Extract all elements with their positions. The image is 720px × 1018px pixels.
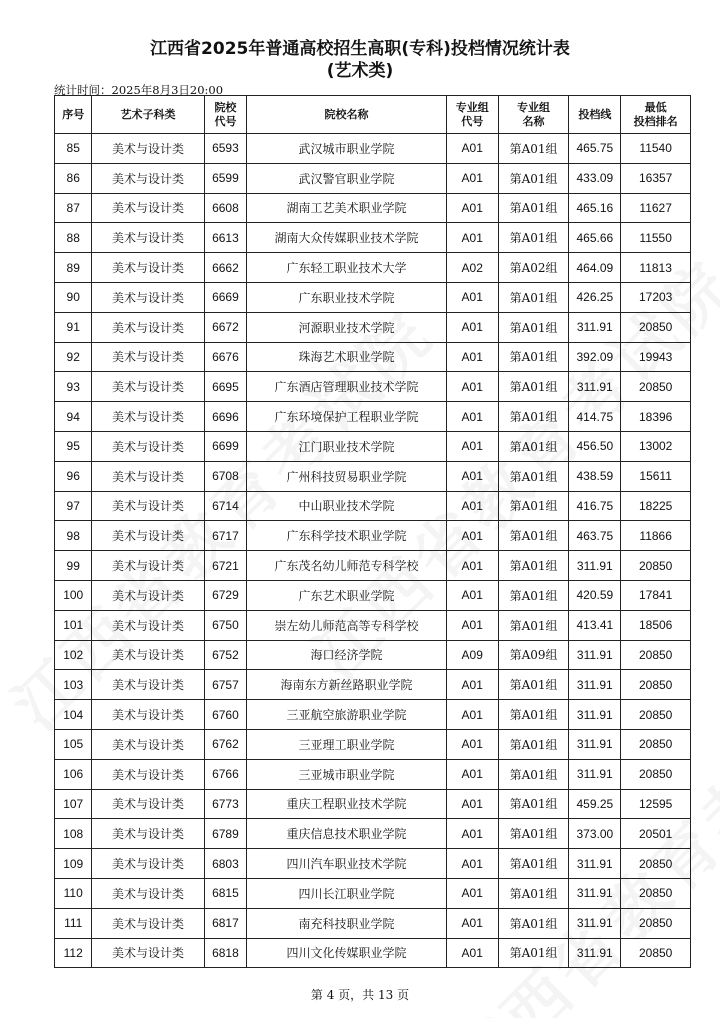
art-category: 美术与设计类: [92, 729, 204, 759]
school-name: 广东酒店管理职业技术学院: [247, 372, 447, 402]
group-name: 第A01组: [498, 849, 569, 879]
art-category: 美术与设计类: [92, 670, 204, 700]
cutoff-score: 311.91: [569, 312, 621, 342]
table-row: [55, 908, 691, 938]
group-code: A01: [446, 402, 498, 432]
column-header: 最低 投档排名: [621, 96, 691, 134]
group-code: A01: [446, 521, 498, 551]
art-category: 美术与设计类: [92, 878, 204, 908]
min-rank: 11540: [621, 134, 691, 164]
table-row: [55, 193, 691, 223]
table-row: [55, 282, 691, 312]
school-name: 广东轻工职业技术大学: [247, 253, 447, 283]
school-name: 海口经济学院: [247, 640, 447, 670]
group-name: 第A01组: [498, 610, 569, 640]
school-code: 6750: [204, 610, 247, 640]
group-name: 第A02组: [498, 253, 569, 283]
cutoff-score: 311.91: [569, 700, 621, 730]
art-category: 美术与设计类: [92, 372, 204, 402]
school-code: 6608: [204, 193, 247, 223]
page-subtitle: (艺术类): [326, 61, 394, 81]
table-row: [55, 849, 691, 879]
school-code: 6708: [204, 461, 247, 491]
table-row: [55, 253, 691, 283]
school-name: 三亚理工职业学院: [247, 729, 447, 759]
school-code: 6729: [204, 580, 247, 610]
school-name: 湖南大众传媒职业技术学院: [247, 223, 447, 253]
min-rank: 19943: [621, 342, 691, 372]
table-row: [55, 372, 691, 402]
row-index: 98: [55, 521, 92, 551]
cutoff-score: 433.09: [569, 163, 621, 193]
art-category: 美术与设计类: [92, 700, 204, 730]
group-code: A01: [446, 431, 498, 461]
group-code: A01: [446, 282, 498, 312]
cutoff-score: 420.59: [569, 580, 621, 610]
art-category: 美术与设计类: [92, 580, 204, 610]
stat-time: 统计时间：2025年8月3日20:00: [54, 83, 224, 97]
table-row: [55, 580, 691, 610]
school-code: 6699: [204, 431, 247, 461]
row-index: 111: [55, 908, 92, 938]
school-code: 6766: [204, 759, 247, 789]
group-name: 第A01组: [498, 461, 569, 491]
row-index: 88: [55, 223, 92, 253]
row-index: 105: [55, 729, 92, 759]
group-name: 第A01组: [498, 342, 569, 372]
group-name: 第A01组: [498, 491, 569, 521]
cutoff-score: 311.91: [569, 759, 621, 789]
row-index: 95: [55, 431, 92, 461]
row-index: 93: [55, 372, 92, 402]
min-rank: 15611: [621, 461, 691, 491]
row-index: 94: [55, 402, 92, 432]
school-name: 广东艺术职业学院: [247, 580, 447, 610]
min-rank: 18506: [621, 610, 691, 640]
table-row: [55, 491, 691, 521]
group-name: 第A01组: [498, 670, 569, 700]
table-row: [55, 223, 691, 253]
column-header: 专业组 名称: [498, 96, 569, 134]
group-code: A01: [446, 342, 498, 372]
row-index: 107: [55, 789, 92, 819]
row-index: 97: [55, 491, 92, 521]
cutoff-score: 392.09: [569, 342, 621, 372]
row-index: 91: [55, 312, 92, 342]
row-index: 85: [55, 134, 92, 164]
school-code: 6817: [204, 908, 247, 938]
min-rank: 11627: [621, 193, 691, 223]
min-rank: 20850: [621, 372, 691, 402]
group-name: 第A01组: [498, 163, 569, 193]
art-category: 美术与设计类: [92, 253, 204, 283]
min-rank: 20850: [621, 700, 691, 730]
school-name: 江门职业技术学院: [247, 431, 447, 461]
group-code: A01: [446, 372, 498, 402]
cutoff-score: 465.16: [569, 193, 621, 223]
school-name: 河源职业技术学院: [247, 312, 447, 342]
min-rank: 20850: [621, 640, 691, 670]
cutoff-score: 311.91: [569, 640, 621, 670]
min-rank: 13002: [621, 431, 691, 461]
school-code: 6662: [204, 253, 247, 283]
art-category: 美术与设计类: [92, 819, 204, 849]
min-rank: 18396: [621, 402, 691, 432]
group-code: A01: [446, 789, 498, 819]
group-name: 第A01组: [498, 551, 569, 581]
column-header: 艺术子科类: [92, 96, 204, 134]
group-name: 第A01组: [498, 282, 569, 312]
cutoff-score: 373.00: [569, 819, 621, 849]
row-index: 110: [55, 878, 92, 908]
row-index: 89: [55, 253, 92, 283]
row-index: 109: [55, 849, 92, 879]
art-category: 美术与设计类: [92, 431, 204, 461]
school-name: 珠海艺术职业学院: [247, 342, 447, 372]
school-name: 湖南工艺美术职业学院: [247, 193, 447, 223]
school-name: 南充科技职业学院: [247, 908, 447, 938]
cutoff-score: 311.91: [569, 372, 621, 402]
group-name: 第A01组: [498, 789, 569, 819]
table-row: [55, 134, 691, 164]
table-row: [55, 729, 691, 759]
school-name: 四川长江职业学院: [247, 878, 447, 908]
school-name: 广州科技贸易职业学院: [247, 461, 447, 491]
school-name: 四川汽车职业技术学院: [247, 849, 447, 879]
group-name: 第A01组: [498, 759, 569, 789]
row-index: 92: [55, 342, 92, 372]
group-code: A01: [446, 312, 498, 342]
group-name: 第A01组: [498, 580, 569, 610]
cutoff-score: 311.91: [569, 938, 621, 968]
min-rank: 20850: [621, 878, 691, 908]
group-code: A01: [446, 610, 498, 640]
cutoff-score: 438.59: [569, 461, 621, 491]
group-code: A01: [446, 759, 498, 789]
group-code: A01: [446, 670, 498, 700]
group-code: A01: [446, 193, 498, 223]
table-row: [55, 461, 691, 491]
group-name: 第A01组: [498, 134, 569, 164]
row-index: 102: [55, 640, 92, 670]
group-name: 第A01组: [498, 521, 569, 551]
min-rank: 11813: [621, 253, 691, 283]
school-code: 6760: [204, 700, 247, 730]
cutoff-score: 311.91: [569, 908, 621, 938]
school-name: 三亚城市职业学院: [247, 759, 447, 789]
group-code: A01: [446, 223, 498, 253]
row-index: 90: [55, 282, 92, 312]
school-code: 6803: [204, 849, 247, 879]
column-header: 投档线: [569, 96, 621, 134]
school-name: 中山职业技术学院: [247, 491, 447, 521]
school-name: 重庆信息技术职业学院: [247, 819, 447, 849]
table-row: [55, 759, 691, 789]
table-row: [55, 402, 691, 432]
school-name: 海南东方新丝路职业学院: [247, 670, 447, 700]
min-rank: 20850: [621, 551, 691, 581]
school-code: 6714: [204, 491, 247, 521]
group-code: A01: [446, 461, 498, 491]
group-code: A01: [446, 878, 498, 908]
school-code: 6669: [204, 282, 247, 312]
row-index: 112: [55, 938, 92, 968]
school-code: 6672: [204, 312, 247, 342]
group-code: A01: [446, 729, 498, 759]
group-name: 第A01组: [498, 312, 569, 342]
cutoff-score: 465.66: [569, 223, 621, 253]
cutoff-score: 465.75: [569, 134, 621, 164]
group-code: A01: [446, 134, 498, 164]
table-row: [55, 700, 691, 730]
group-code: A01: [446, 491, 498, 521]
art-category: 美术与设计类: [92, 461, 204, 491]
art-category: 美术与设计类: [92, 282, 204, 312]
cutoff-score: 426.25: [569, 282, 621, 312]
school-name: 四川文化传媒职业学院: [247, 938, 447, 968]
art-category: 美术与设计类: [92, 163, 204, 193]
school-code: 6593: [204, 134, 247, 164]
cutoff-score: 413.41: [569, 610, 621, 640]
art-category: 美术与设计类: [92, 908, 204, 938]
table-row: [55, 431, 691, 461]
min-rank: 16357: [621, 163, 691, 193]
cutoff-score: 311.91: [569, 670, 621, 700]
column-header: 专业组 代号: [446, 96, 498, 134]
school-code: 6695: [204, 372, 247, 402]
art-category: 美术与设计类: [92, 134, 204, 164]
table-row: [55, 521, 691, 551]
group-name: 第A09组: [498, 640, 569, 670]
school-code: 6789: [204, 819, 247, 849]
school-name: 武汉警官职业学院: [247, 163, 447, 193]
cutoff-score: 463.75: [569, 521, 621, 551]
group-code: A09: [446, 640, 498, 670]
group-code: A01: [446, 908, 498, 938]
school-code: 6676: [204, 342, 247, 372]
min-rank: 20850: [621, 908, 691, 938]
table-row: [55, 670, 691, 700]
min-rank: 12595: [621, 789, 691, 819]
school-name: 广东科学技术职业学院: [247, 521, 447, 551]
art-category: 美术与设计类: [92, 849, 204, 879]
row-index: 99: [55, 551, 92, 581]
school-code: 6752: [204, 640, 247, 670]
min-rank: 20850: [621, 849, 691, 879]
min-rank: 11550: [621, 223, 691, 253]
school-name: 崇左幼儿师范高等专科学校: [247, 610, 447, 640]
row-index: 104: [55, 700, 92, 730]
art-category: 美术与设计类: [92, 223, 204, 253]
row-index: 101: [55, 610, 92, 640]
row-index: 96: [55, 461, 92, 491]
cutoff-score: 311.91: [569, 729, 621, 759]
group-name: 第A01组: [498, 878, 569, 908]
art-category: 美术与设计类: [92, 551, 204, 581]
group-name: 第A01组: [498, 402, 569, 432]
table-row: [55, 312, 691, 342]
column-header: 序号: [55, 96, 92, 134]
group-code: A01: [446, 938, 498, 968]
row-index: 108: [55, 819, 92, 849]
row-index: 100: [55, 580, 92, 610]
group-name: 第A01组: [498, 938, 569, 968]
table-row: [55, 938, 691, 968]
school-name: 三亚航空旅游职业学院: [247, 700, 447, 730]
column-header: 院校 代号: [204, 96, 247, 134]
group-code: A01: [446, 551, 498, 581]
row-index: 86: [55, 163, 92, 193]
group-name: 第A01组: [498, 431, 569, 461]
school-name: 广东职业技术学院: [247, 282, 447, 312]
group-code: A01: [446, 700, 498, 730]
group-name: 第A01组: [498, 908, 569, 938]
table-row: [55, 819, 691, 849]
group-name: 第A01组: [498, 372, 569, 402]
school-code: 6599: [204, 163, 247, 193]
school-code: 6721: [204, 551, 247, 581]
min-rank: 20850: [621, 938, 691, 968]
min-rank: 20850: [621, 670, 691, 700]
art-category: 美术与设计类: [92, 938, 204, 968]
school-code: 6762: [204, 729, 247, 759]
group-name: 第A01组: [498, 729, 569, 759]
art-category: 美术与设计类: [92, 193, 204, 223]
cutoff-score: 416.75: [569, 491, 621, 521]
min-rank: 18225: [621, 491, 691, 521]
min-rank: 20850: [621, 312, 691, 342]
school-code: 6815: [204, 878, 247, 908]
group-name: 第A01组: [498, 700, 569, 730]
row-index: 106: [55, 759, 92, 789]
cutoff-score: 311.91: [569, 551, 621, 581]
school-code: 6696: [204, 402, 247, 432]
art-category: 美术与设计类: [92, 789, 204, 819]
school-name: 广东环境保护工程职业学院: [247, 402, 447, 432]
group-code: A01: [446, 163, 498, 193]
admission-table: [54, 95, 691, 968]
cutoff-score: 464.09: [569, 253, 621, 283]
table-row: [55, 551, 691, 581]
row-index: 103: [55, 670, 92, 700]
min-rank: 20850: [621, 759, 691, 789]
cutoff-score: 311.91: [569, 878, 621, 908]
group-code: A02: [446, 253, 498, 283]
art-category: 美术与设计类: [92, 521, 204, 551]
art-category: 美术与设计类: [92, 640, 204, 670]
table-body: [55, 134, 691, 968]
table-row: [55, 640, 691, 670]
art-category: 美术与设计类: [92, 610, 204, 640]
group-name: 第A01组: [498, 223, 569, 253]
art-category: 美术与设计类: [92, 759, 204, 789]
school-code: 6757: [204, 670, 247, 700]
column-header: 院校名称: [247, 96, 447, 134]
school-code: 6613: [204, 223, 247, 253]
group-code: A01: [446, 849, 498, 879]
min-rank: 17203: [621, 282, 691, 312]
page-footer: 第 4 页，共 13 页: [310, 988, 410, 1002]
table-row: [55, 789, 691, 819]
table-header-row: [55, 96, 691, 134]
min-rank: 11866: [621, 521, 691, 551]
school-name: 广东茂名幼儿师范专科学校: [247, 551, 447, 581]
row-index: 87: [55, 193, 92, 223]
min-rank: 20501: [621, 819, 691, 849]
min-rank: 20850: [621, 729, 691, 759]
cutoff-score: 414.75: [569, 402, 621, 432]
group-code: A01: [446, 580, 498, 610]
table-row: [55, 878, 691, 908]
cutoff-score: 456.50: [569, 431, 621, 461]
art-category: 美术与设计类: [92, 312, 204, 342]
group-code: A01: [446, 819, 498, 849]
group-name: 第A01组: [498, 819, 569, 849]
school-name: 重庆工程职业技术学院: [247, 789, 447, 819]
art-category: 美术与设计类: [92, 491, 204, 521]
cutoff-score: 311.91: [569, 849, 621, 879]
table-row: [55, 610, 691, 640]
art-category: 美术与设计类: [92, 402, 204, 432]
table-row: [55, 342, 691, 372]
page-title: 江西省2025年普通高校招生高职(专科)投档情况统计表: [150, 39, 570, 59]
school-name: 武汉城市职业学院: [247, 134, 447, 164]
school-code: 6818: [204, 938, 247, 968]
school-code: 6773: [204, 789, 247, 819]
cutoff-score: 459.25: [569, 789, 621, 819]
table-row: [55, 163, 691, 193]
art-category: 美术与设计类: [92, 342, 204, 372]
school-code: 6717: [204, 521, 247, 551]
group-name: 第A01组: [498, 193, 569, 223]
min-rank: 17841: [621, 580, 691, 610]
